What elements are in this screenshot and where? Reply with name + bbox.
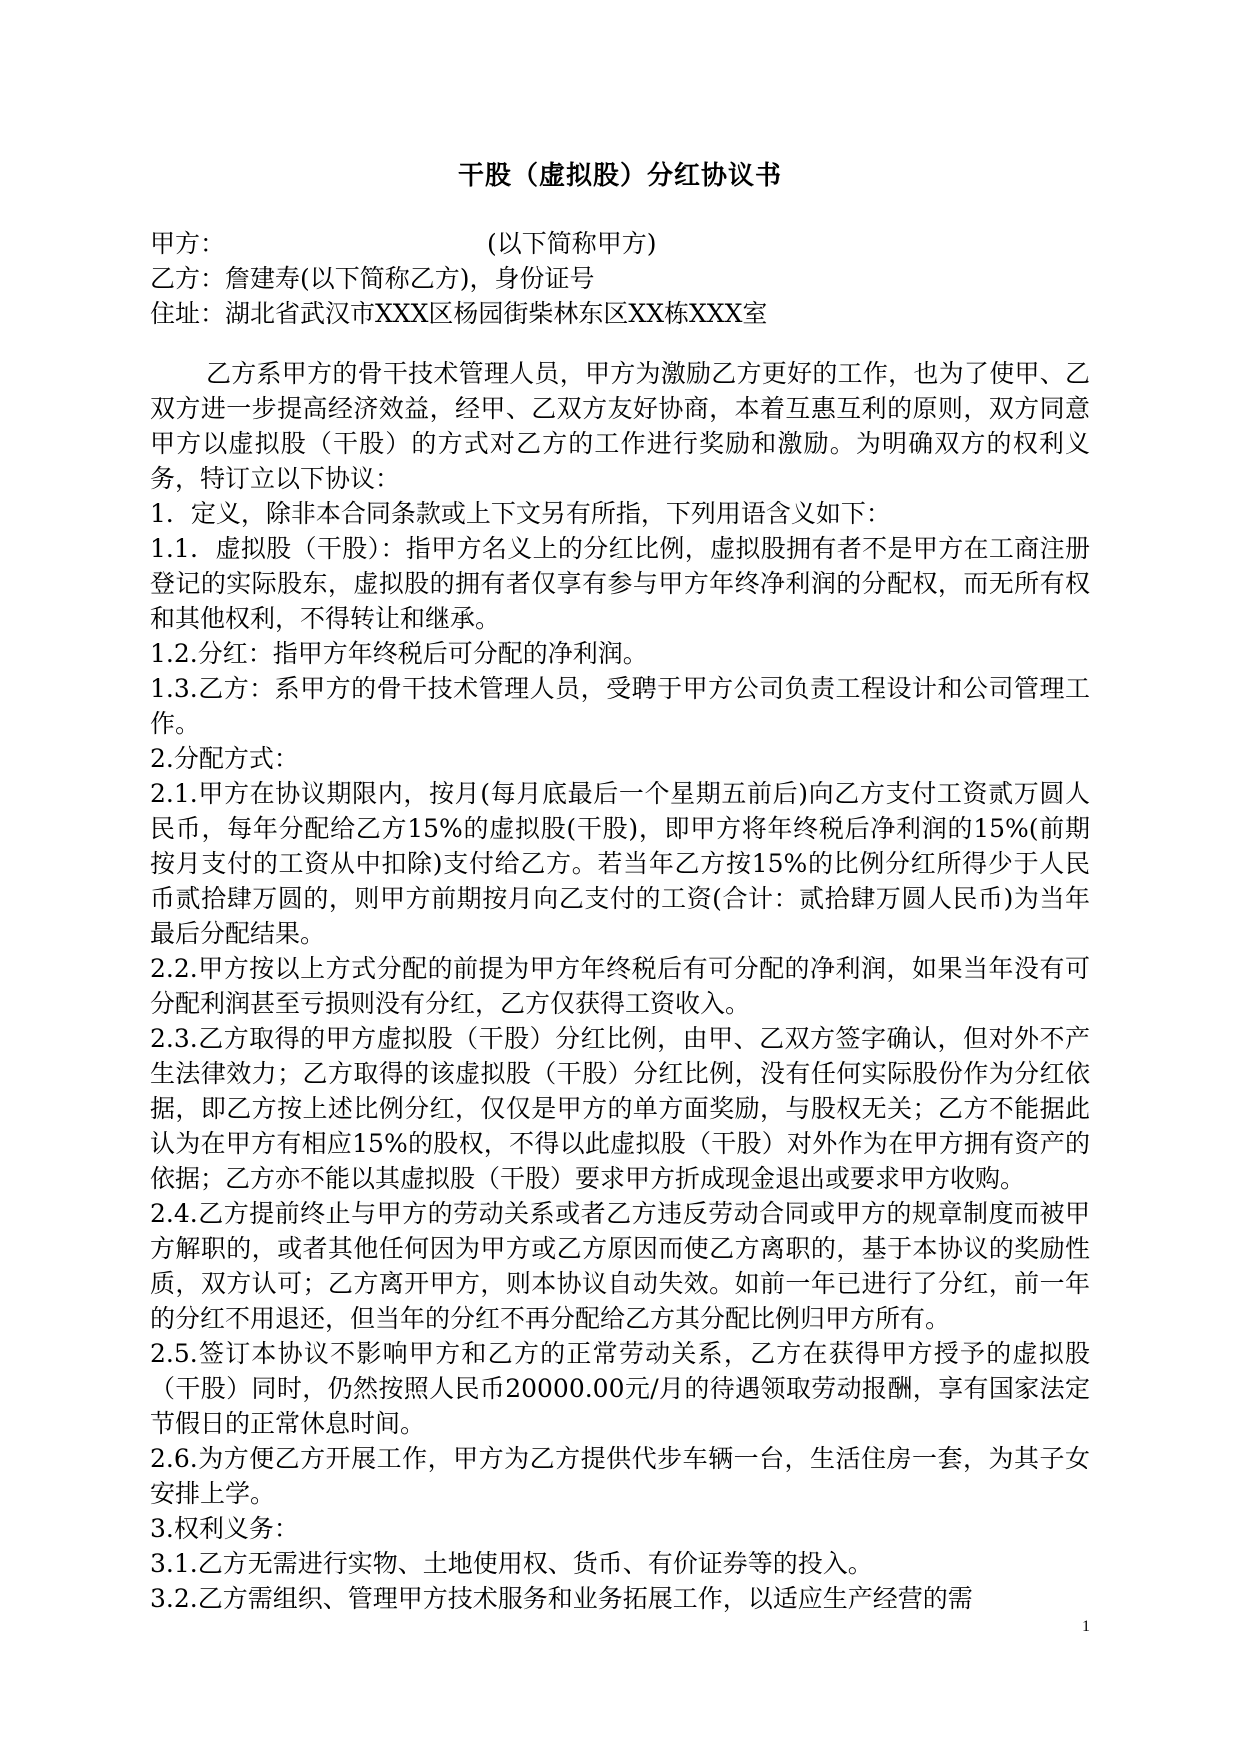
party-a-line — [150, 226, 1090, 261]
clause-1-1: 1.1．虚拟股（干股）：指甲方名义上的分红比例，虚拟股拥有者不是甲方在工商注册登记的实际股东，虚拟股的拥有者仅享有参与甲方年终净利润的分配权，而无所有权和其他权利，不得转让和继承。 — [150, 534, 1090, 633]
clause-2-4: 2.4.乙方提前终止与甲方的劳动关系或者乙方违反劳动合同或甲方的规章制度而被甲方解职的，或者其他任何因为甲方或乙方原因而使乙方离职的，基于本协议的奖励性质，双方认可；乙方离开甲方，则本协议自动失效。如前一年已进行了分红，前一年的分红不用退还，但当年的分红不再分配给乙方其分配比例归甲方所有。 — [150, 1199, 1090, 1333]
page-number: 1 — [1082, 1618, 1090, 1635]
clause-2-3: 2.3.乙方取得的甲方虚拟股（干股）分红比例，由甲、乙双方签字确认，但对外不产生法律效力；乙方取得的该虚拟股（干股）分红比例，没有任何实际股份作为分红依据，即乙方按上述比例分红，仅仅是甲方的单方面奖励，与股权无关；乙方不能据此认为在甲方有相应15%的股权，不得以此虚拟股（干股）对外作为在甲方拥有资产的依据；乙方亦不能以其虚拟股（干股）要求甲方折成现金退出或要求甲方收购。 — [150, 1024, 1090, 1193]
clause-3-2: 3.2.乙方需组织、管理甲方技术服务和业务拓展工作，以适应生产经营的需 — [150, 1584, 973, 1613]
party-b-line: 乙方：詹建寿(以下简称乙方)，身份证号 — [150, 264, 595, 293]
document-title: 干股（虚拟股）分红协议书 — [457, 161, 782, 191]
clause-2-1: 2.1.甲方在协议期限内，按月(每月底最后一个星期五前后)向乙方支付工资贰万圆人民币，每年分配给乙方15%的虚拟股(干股)，即甲方将年终税后净利润的15%(前期按月支付的工资从中扣除)支付给乙方。若当年乙方按15%的比例分红所得少于人民币贰拾肆万圆的，则甲方前期按月向乙支付的工资(合计：贰拾肆万圆人民币)为当年最后分配结果。 — [150, 779, 1090, 948]
clause-1: 1．定义，除非本合同条款或上下文另有所指，下列用语含义如下： — [150, 499, 891, 528]
clause-1-2: 1.2.分红：指甲方年终税后可分配的净利润。 — [150, 639, 648, 668]
party-a-label: 甲方： — [150, 229, 226, 258]
party-a-note: (以下简称甲方) — [487, 229, 657, 258]
clause-3-1: 3.1.乙方无需进行实物、土地使用权、货币、有价证券等的投入。 — [150, 1549, 873, 1578]
clause-2-5: 2.5.签订本协议不影响甲方和乙方的正常劳动关系，乙方在获得甲方授予的虚拟股（干股）同时，仍然按照人民币20000.00元/月的待遇领取劳动报酬，享有国家法定节假日的正常休息时间。 — [150, 1339, 1090, 1438]
address-line: 住址：湖北省武汉市XXX区杨园街柴林东区XX栋XXX室 — [150, 299, 768, 328]
agreement-body — [150, 356, 1090, 1616]
clause-3: 3.权利义务： — [150, 1514, 299, 1543]
party-info — [150, 226, 1090, 331]
intro-paragraph: 乙方系甲方的骨干技术管理人员，甲方为激励乙方更好的工作，也为了使甲、乙双方进一步提高经济效益，经甲、乙双方友好协商，本着互惠互利的原则，双方同意甲方以虚拟股（干股）的方式对乙方的工作进行奖励和激励。为明确双方的权利义务，特订立以下协议： — [150, 359, 1090, 493]
clause-2: 2.分配方式： — [150, 744, 299, 773]
clause-1-3: 1.3.乙方：系甲方的骨干技术管理人员，受聘于甲方公司负责工程设计和公司管理工作。 — [150, 674, 1090, 738]
clause-2-2: 2.2.甲方按以上方式分配的前提为甲方年终税后有可分配的净利润，如果当年没有可分配利润甚至亏损则没有分红，乙方仅获得工资收入。 — [150, 954, 1090, 1018]
clause-2-6: 2.6.为方便乙方开展工作，甲方为乙方提供代步车辆一台，生活住房一套，为其子女安排上学。 — [150, 1444, 1090, 1508]
